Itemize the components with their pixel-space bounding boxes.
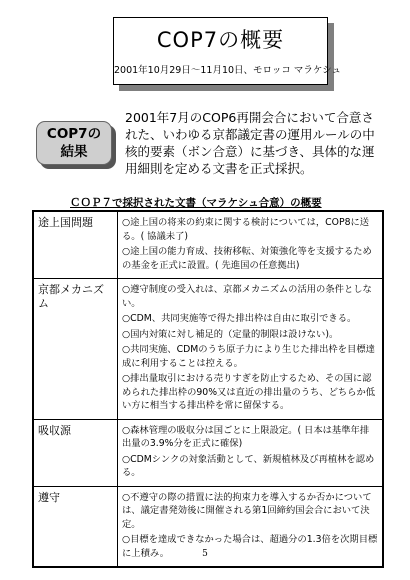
table-title: ＣＯＰ７で採択された文書（マラケシュ合意）の概要 — [70, 197, 322, 209]
list-item: ○森林管理の吸収分は国ごとに上限設定。( 日本は基準年排出量の3.9%分を正式に確保) — [122, 424, 370, 449]
result-summary: 2001年7月のCOP6再開会合において合意された、いわゆる京都議定書の運用ルールの中核的要素（ボン合意）に基づき、具体的な運用細則を定める文書を正式採択。 — [125, 110, 375, 176]
row-category: 遵守 — [34, 487, 118, 567]
list-item: ○CDM、共同実施等で得た排出枠は自由に取引できる。 — [122, 313, 357, 324]
list-item: ○共同実施、CDMのうち原子力により生じた排出枠を目標達成に利用することは控える。 — [122, 344, 375, 369]
row-category: 途上国問題 — [34, 212, 118, 278]
list-item: ○排出量取引における売りすぎを防止するため、その国に認められた排出枠の90%又は直近の排出量のうち、どちらか低い方に相当する排出枠を常に留保する。 — [122, 373, 376, 411]
list-item: ○遵守制度の受入れは、京都メカニズムの活用の条件としない。 — [122, 284, 372, 309]
summary-table — [32, 210, 384, 568]
row-items — [118, 212, 382, 278]
list-item: ○途上国の将来の約束に関する検討については，COP8に送る。( 協議未了) — [122, 217, 370, 242]
list-item: ○途上国の能力育成、技術移転、対策強化等を支援するための基金を正式に設置。( 先進国の任意拠出) — [122, 246, 372, 271]
page-subtitle: 2001年10月29日～11月10日、モロッコ マラケシュ — [114, 65, 341, 76]
table-row — [34, 212, 382, 278]
row-category: 京都メカニズム — [34, 279, 118, 419]
row-category: 吸収源 — [34, 420, 118, 486]
table-row — [34, 278, 382, 419]
page-number: 5 — [202, 549, 208, 559]
row-items — [118, 279, 382, 419]
list-item: ○目標を達成できなかった場合は、超過分の1.3倍を次期目標に上積み。 — [122, 534, 378, 559]
list-item: ○不遵守の際の措置に法的拘束力を導入するか否かについては、議定書発効後に開催される第1回締約国会合において決定。 — [122, 491, 372, 530]
row-items — [118, 420, 382, 486]
table-row — [34, 419, 382, 486]
result-badge — [36, 121, 112, 165]
title-box — [113, 17, 341, 85]
result-badge-line2: 結果 — [60, 144, 88, 160]
list-item: ○国内対策に対し補足的（定量的制限は設けない)。 — [122, 328, 339, 340]
page-title: COP7の概要 — [156, 28, 285, 52]
list-item: ○CDMシンクの対象活動として、新規植林及び再植林を認める。 — [122, 453, 375, 478]
result-badge-line1: COP7の — [46, 126, 102, 142]
